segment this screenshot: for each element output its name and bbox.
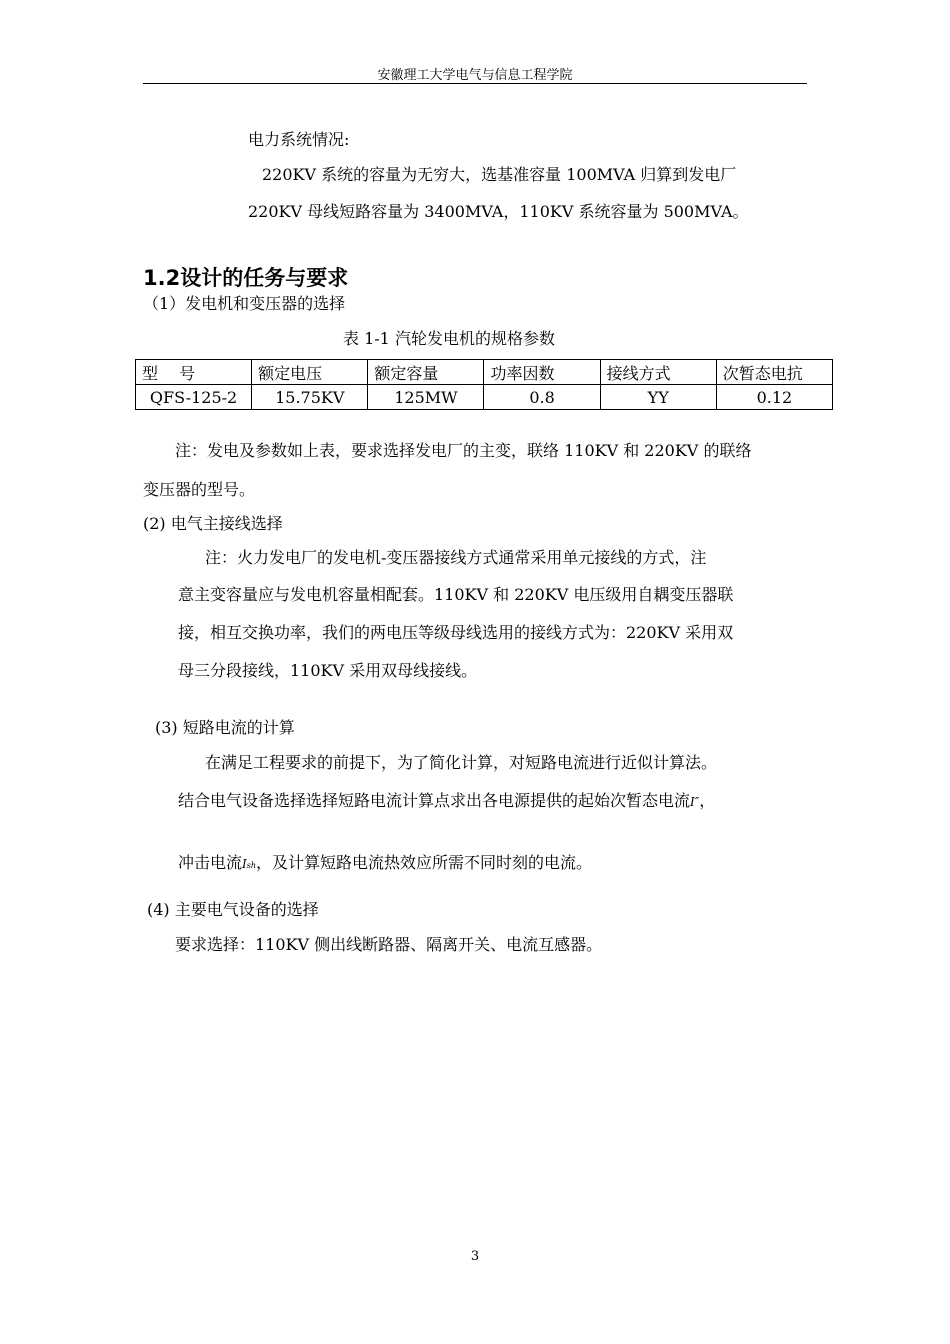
- table-value-row: [136, 385, 833, 410]
- item-2-heading: (2) 电气主接线选择: [143, 514, 283, 533]
- table-caption: 表 1-1 汽轮发电机的规格参数: [343, 329, 555, 348]
- item-4-heading: (4) 主要电气设备的选择: [147, 900, 319, 919]
- note-2-line-4: 母三分段接线，110KV 采用双母线接线。: [178, 661, 478, 680]
- table-value-cell: 125MW: [368, 385, 484, 410]
- requirement-line: 要求选择：110KV 侧出线断路器、隔离开关、电流互感器。: [175, 935, 603, 954]
- table-header-cell: 接线方式: [600, 360, 716, 385]
- calc-line-3-end: ，及计算短路电流热效应所需不同时刻的电流。: [256, 853, 593, 872]
- calc-line-3: [178, 850, 592, 873]
- intro-heading: 电力系统情况:: [248, 130, 350, 149]
- note-1-line-2: 变压器的型号。: [143, 480, 256, 499]
- note-1-line-1: 注：发电及参数如上表，要求选择发电厂的主变，联络 110KV 和 220KV 的联络: [175, 441, 752, 460]
- table-header-cell: 额定电压: [252, 360, 368, 385]
- generator-spec-table: [135, 359, 833, 410]
- note-2-line-1: 注：火力发电厂的发电机-变压器接线方式通常采用单元接线的方式，注: [205, 548, 707, 567]
- subtransient-current-symbol: I″: [690, 795, 700, 809]
- table-header-cell: 型 号: [136, 360, 252, 385]
- calc-line-1: 在满足工程要求的前提下，为了简化计算，对短路电流进行近似计算法。: [205, 753, 718, 772]
- note-2-line-2: 意主变容量应与发电机容量相配套。110KV 和 220KV 电压级用自耦变压器联: [178, 585, 734, 604]
- table-header-cell: 次暂态电抗: [716, 360, 832, 385]
- table-value-cell: YY: [600, 385, 716, 410]
- table-value-cell: 0.8: [484, 385, 600, 410]
- impulse-current-symbol: I: [242, 857, 247, 871]
- header-rule: [143, 83, 807, 84]
- table-value-cell: 0.12: [716, 385, 832, 410]
- table-value-cell: 15.75KV: [252, 385, 368, 410]
- calc-line-3-text: 冲击电流: [178, 853, 243, 872]
- calc-line-2-end: ，: [699, 791, 716, 810]
- impulse-current-subscript: sh: [246, 861, 257, 870]
- page-number: 3: [470, 1249, 480, 1264]
- note-2-line-3: 接，相互交换功率，我们的两电压等级母线选用的接线方式为：220KV 采用双: [178, 623, 734, 642]
- item-1-heading: （1）发电机和变压器的选择: [143, 294, 346, 313]
- intro-line-1: 220KV 系统的容量为无穷大，选基准容量 100MVA 归算到发电厂: [262, 165, 737, 184]
- intro-line-2: 220KV 母线短路容量为 3400MVA，110KV 系统容量为 500MVA。: [248, 202, 749, 221]
- table-header-cell: 功率因数: [484, 360, 600, 385]
- table-header-row: [136, 360, 833, 385]
- table-value-cell: QFS-125-2: [136, 385, 252, 410]
- page-header: 安徽理工大学电气与信息工程学院: [377, 68, 573, 83]
- table-header-cell: 额定容量: [368, 360, 484, 385]
- calc-line-2-text: 结合电气设备选择选择短路电流计算点求出各电源提供的起始次暂态电流: [178, 791, 691, 810]
- item-3-heading: (3) 短路电流的计算: [155, 718, 295, 737]
- section-title: 1.2设计的任务与要求: [143, 266, 349, 290]
- calc-line-2: [178, 788, 715, 811]
